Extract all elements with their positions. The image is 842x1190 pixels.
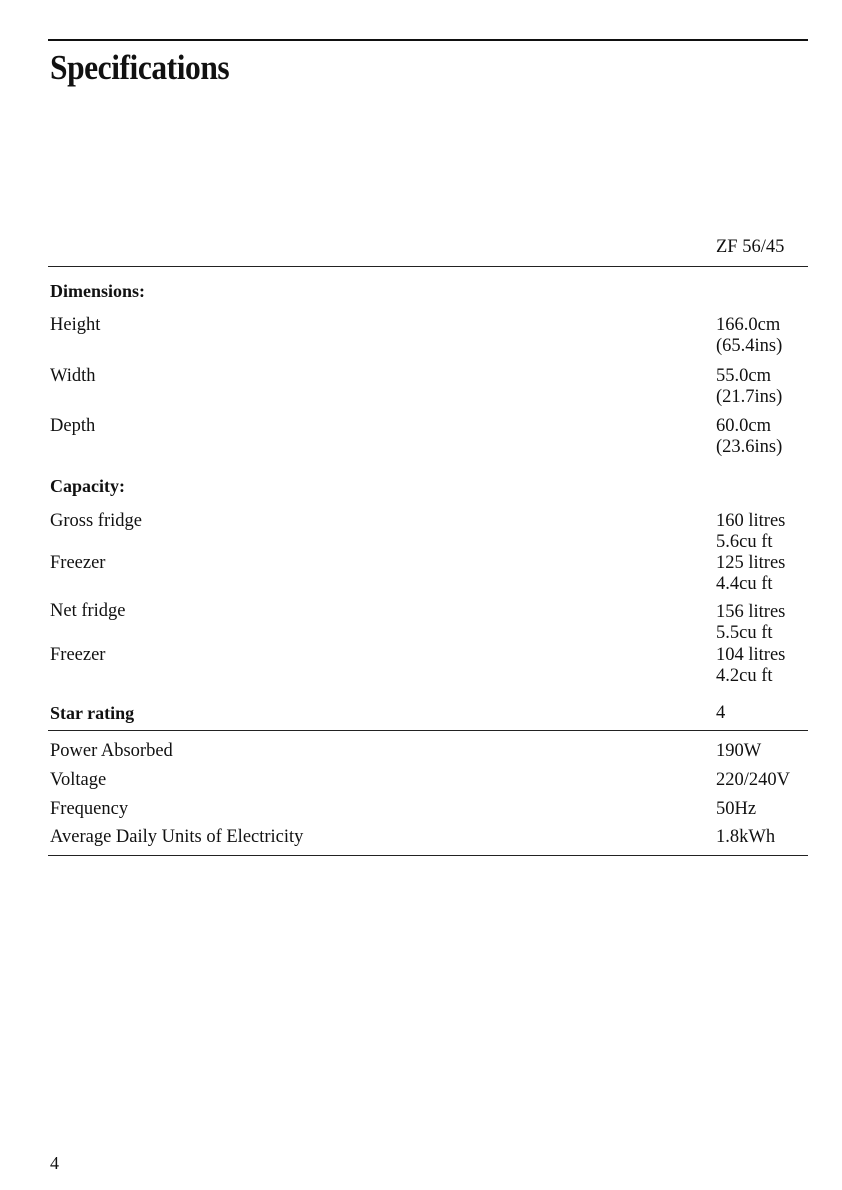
gross-fridge-label: Gross fridge xyxy=(50,511,142,531)
dimensions-heading: Dimensions: xyxy=(50,281,146,301)
depth-cm: 60.0cm xyxy=(716,416,771,436)
height-label: Height xyxy=(50,315,101,335)
top-rule xyxy=(48,39,808,41)
power-absorbed-value: 190W xyxy=(716,741,762,761)
height-cm: 166.0cm xyxy=(716,315,781,335)
frequency-label: Frequency xyxy=(50,799,129,819)
power-absorbed-label: Power Absorbed xyxy=(50,741,173,761)
voltage-label: Voltage xyxy=(50,770,107,790)
depth-value xyxy=(716,416,782,458)
height-value xyxy=(716,315,782,357)
gross-fridge-litres: 160 litres xyxy=(716,511,786,531)
depth-label: Depth xyxy=(50,416,96,436)
star-rating-value: 4 xyxy=(716,703,726,723)
page-number: 4 xyxy=(50,1153,59,1173)
net-freezer-litres: 104 litres xyxy=(716,645,786,665)
gross-fridge-value xyxy=(716,511,785,553)
depth-ins: (23.6ins) xyxy=(716,437,783,457)
gross-freezer-litres: 125 litres xyxy=(716,553,786,573)
net-freezer-cuft: 4.2cu ft xyxy=(716,666,773,686)
net-freezer-label: Freezer xyxy=(50,645,106,665)
net-fridge-label: Net fridge xyxy=(50,601,126,621)
voltage-value: 220/240V xyxy=(716,770,790,790)
page-title: Specifications xyxy=(50,48,230,87)
frequency-value: 50Hz xyxy=(716,799,757,819)
daily-units-value: 1.8kWh xyxy=(716,827,776,847)
net-fridge-cuft: 5.5cu ft xyxy=(716,623,773,643)
gross-freezer-value xyxy=(716,553,785,595)
gross-freezer-cuft: 4.4cu ft xyxy=(716,574,773,594)
gross-freezer-label: Freezer xyxy=(50,553,106,573)
net-freezer-value xyxy=(716,645,785,687)
width-cm: 55.0cm xyxy=(716,366,771,386)
width-value xyxy=(716,366,782,408)
gross-fridge-cuft: 5.6cu ft xyxy=(716,532,773,552)
height-ins: (65.4ins) xyxy=(716,336,783,356)
daily-units-label: Average Daily Units of Electricity xyxy=(50,827,304,847)
header-divider xyxy=(48,266,808,267)
bottom-divider xyxy=(48,855,808,856)
model-number: ZF 56/45 xyxy=(716,237,785,257)
width-ins: (21.7ins) xyxy=(716,387,783,407)
net-fridge-litres: 156 litres xyxy=(716,602,786,622)
width-label: Width xyxy=(50,366,96,386)
star-rating-label: Star rating xyxy=(50,703,135,723)
capacity-heading: Capacity: xyxy=(50,476,125,496)
net-fridge-value xyxy=(716,602,785,644)
star-rating-divider xyxy=(48,730,808,731)
